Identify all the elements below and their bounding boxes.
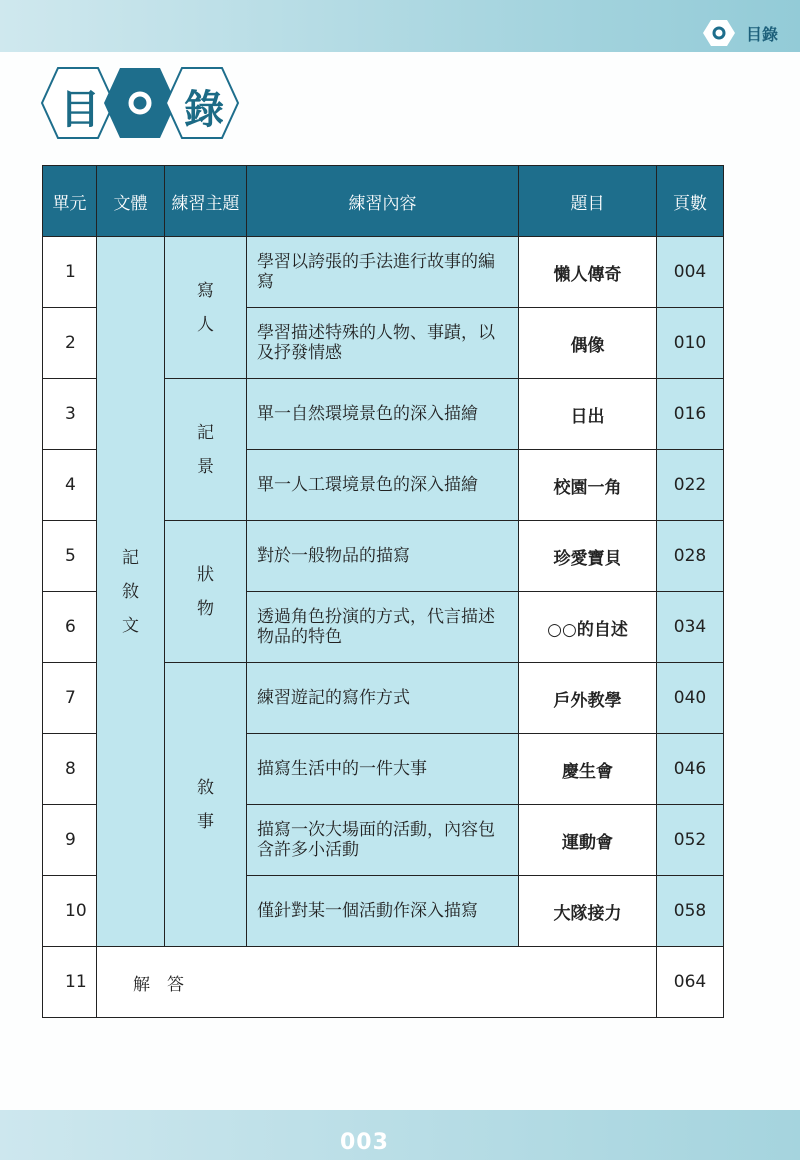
page-cell: 028 — [657, 521, 724, 592]
title-cell: ○○的自述 — [519, 592, 657, 663]
unit-number: 7 — [43, 663, 97, 734]
page-cell: 064 — [657, 947, 724, 1018]
answer-label: 解 答 — [97, 947, 657, 1018]
unit-number: 10 — [43, 876, 97, 947]
page-cell: 058 — [657, 876, 724, 947]
header-page: 頁數 — [657, 166, 724, 237]
toc-table — [42, 165, 724, 1018]
hexagon-icon — [702, 18, 736, 48]
content-cell: 單一自然環境景色的深入描繪 — [247, 379, 519, 450]
topic-cell: 寫人 — [165, 237, 247, 379]
unit-number: 2 — [43, 308, 97, 379]
unit-number: 4 — [43, 450, 97, 521]
top-background — [0, 0, 800, 60]
title-char-2: 錄 — [184, 87, 224, 133]
title-cell: 運動會 — [519, 805, 657, 876]
table-row — [43, 237, 724, 308]
content-cell: 描寫一次大場面的活動，內容包含許多小活動 — [247, 805, 519, 876]
title-cell: 慶生會 — [519, 734, 657, 805]
topic-cell: 記景 — [165, 379, 247, 521]
title-cell: 偶像 — [519, 308, 657, 379]
bottom-background — [0, 1110, 800, 1160]
unit-number: 1 — [43, 237, 97, 308]
content-cell: 透過角色扮演的方式，代言描述物品的特色 — [247, 592, 519, 663]
page-title — [38, 64, 248, 142]
header-topic: 練習主題 — [165, 166, 247, 237]
page-cell: 046 — [657, 734, 724, 805]
unit-number: 8 — [43, 734, 97, 805]
unit-number: 9 — [43, 805, 97, 876]
title-cell: 校園一角 — [519, 450, 657, 521]
page-cell: 016 — [657, 379, 724, 450]
content-cell: 對於一般物品的描寫 — [247, 521, 519, 592]
title-cell: 戶外教學 — [519, 663, 657, 734]
title-cell: 珍愛寶貝 — [519, 521, 657, 592]
page-cell: 010 — [657, 308, 724, 379]
page-cell: 034 — [657, 592, 724, 663]
page-cell: 040 — [657, 663, 724, 734]
header-genre: 文體 — [97, 166, 165, 237]
unit-number: 3 — [43, 379, 97, 450]
topic-cell: 敘事 — [165, 663, 247, 947]
content-cell: 單一人工環境景色的深入描繪 — [247, 450, 519, 521]
unit-number: 11 — [43, 947, 97, 1018]
content-cell: 學習以誇張的手法進行故事的編寫 — [247, 237, 519, 308]
page-number: 003 — [340, 1130, 389, 1155]
title-cell: 日出 — [519, 379, 657, 450]
header-tab-label: 目錄 — [745, 24, 778, 44]
header-unit: 單元 — [43, 166, 97, 237]
header-title: 題目 — [519, 166, 657, 237]
unit-number: 5 — [43, 521, 97, 592]
title-cell: 大隊接力 — [519, 876, 657, 947]
unit-number: 6 — [43, 592, 97, 663]
header-content: 練習內容 — [247, 166, 519, 237]
topic-cell: 狀物 — [165, 521, 247, 663]
page-cell: 004 — [657, 237, 724, 308]
header-tab — [702, 18, 778, 48]
title-char-1: 目 — [60, 87, 100, 133]
page-cell: 022 — [657, 450, 724, 521]
answer-row — [43, 947, 724, 1018]
content-cell: 描寫生活中的一件大事 — [247, 734, 519, 805]
page-cell: 052 — [657, 805, 724, 876]
genre-cell: 記敘文 — [97, 237, 165, 947]
table-header-row — [43, 166, 724, 237]
title-cell: 懶人傳奇 — [519, 237, 657, 308]
content-cell: 僅針對某一個活動作深入描寫 — [247, 876, 519, 947]
content-cell: 學習描述特殊的人物、事蹟，以及抒發情感 — [247, 308, 519, 379]
content-cell: 練習遊記的寫作方式 — [247, 663, 519, 734]
